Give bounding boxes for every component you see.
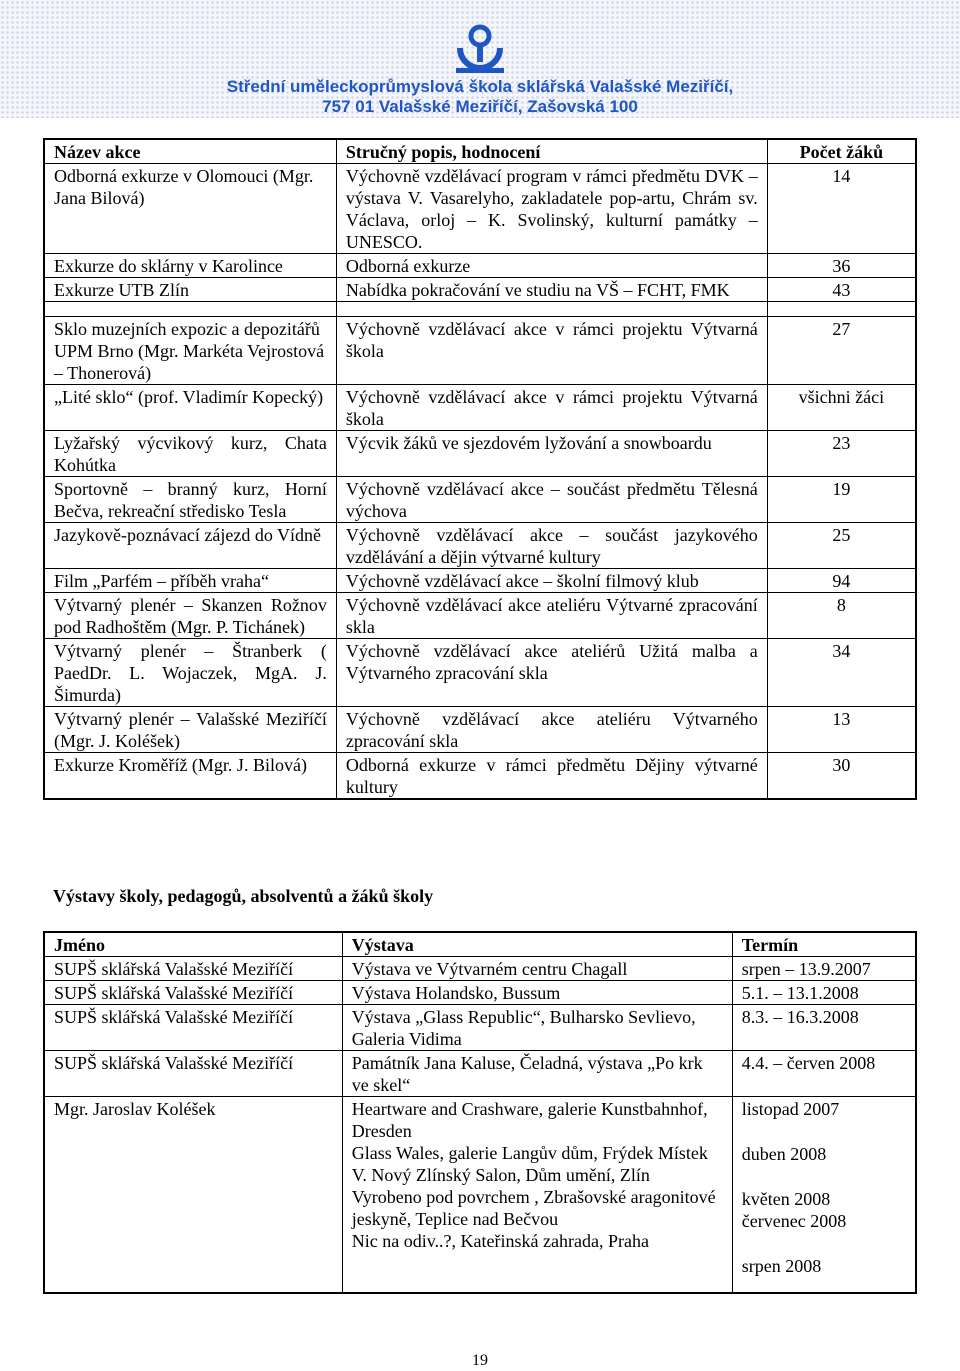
table-row	[44, 981, 916, 1005]
exhibition-term: květen 2008	[741, 1189, 831, 1209]
term-list	[732, 1097, 916, 1293]
exhibitor-name: SUPŠ sklářská Valašské Meziříčí	[44, 1005, 342, 1051]
exhibition-title: Vyrobeno pod povrchem , Zbrašovské aragonitové jeskyně, Teplice nad Bečvou	[351, 1187, 716, 1229]
event-name: Sportovně – branný kurz, Horní Bečva, rekreační středisko Tesla	[44, 477, 336, 523]
column-header: Stručný popis, hodnocení	[336, 139, 767, 164]
exhibition-term: 8.3. – 16.3.2008	[732, 1005, 916, 1051]
exhibition-title: Výstava „Glass Republic“, Bulharsko Sevlievo, Galeria Vidima	[342, 1005, 732, 1051]
event-name: Výtvarný plenér – Štranberk ( PaedDr. L. Wojaczek, MgA. J. Šimurda)	[44, 639, 336, 707]
student-count: 13	[767, 707, 916, 753]
exhibition-term: srpen – 13.9.2007	[732, 957, 916, 981]
table-row	[44, 164, 916, 254]
student-count: 94	[767, 569, 916, 593]
column-header: Počet žáků	[767, 139, 916, 164]
events-table	[43, 138, 917, 800]
exhibition-term: duben 2008	[741, 1144, 827, 1164]
school-address: 757 01 Valašské Meziříčí, Zašovská 100	[322, 97, 638, 116]
event-name: Exkurze UTB Zlín	[44, 278, 336, 302]
table-row	[44, 278, 916, 302]
column-header: Termín	[732, 932, 916, 957]
student-count: 19	[767, 477, 916, 523]
letterhead	[0, 0, 960, 118]
exhibitor-name: SUPŠ sklářská Valašské Meziříčí	[44, 957, 342, 981]
table-row	[44, 707, 916, 753]
table-header-row	[44, 139, 916, 164]
table-row	[44, 523, 916, 569]
event-name: Sklo muzejních expozic a depozitářů UPM Brno (Mgr. Markéta Vejrostová – Thonerová)	[44, 317, 336, 385]
table-row	[44, 317, 916, 385]
event-name: Odborná exkurze v Olomouci (Mgr. Jana Bilová)	[44, 164, 336, 254]
student-count: 23	[767, 431, 916, 477]
event-name: Exkurze do sklárny v Karolince	[44, 254, 336, 278]
table-row	[44, 1005, 916, 1051]
exhibitions-table	[43, 931, 917, 1294]
exhibition-title: V. Nový Zlínský Salon, Dům umění, Zlín	[351, 1165, 650, 1185]
exhibition-title: Památník Jana Kaluse, Čeladná, výstava „Po krk ve skel“	[342, 1051, 732, 1097]
exhibitor-name: SUPŠ sklářská Valašské Meziříčí	[44, 1051, 342, 1097]
event-description: Nabídka pokračování ve studiu na VŠ – FCHT, FMK	[336, 278, 767, 302]
event-name: Výtvarný plenér – Valašské Meziříčí (Mgr. J. Koléšek)	[44, 707, 336, 753]
event-name: Film „Parfém – příběh vraha“	[44, 569, 336, 593]
exhibition-term: 4.4. – červen 2008	[732, 1051, 916, 1097]
event-description: Výchovně vzdělávací akce ateliérů Užitá malba a Výtvarného zpracování skla	[336, 639, 767, 707]
table-header-row	[44, 932, 916, 957]
table-gap-row	[44, 302, 916, 317]
student-count: všichni žáci	[767, 385, 916, 431]
column-header: Jméno	[44, 932, 342, 957]
event-description: Výcvik žáků ve sjezdovém lyžování a snowboardu	[336, 431, 767, 477]
table-row	[44, 1097, 916, 1293]
event-name: „Lité sklo“ (prof. Vladimír Kopecký)	[44, 385, 336, 431]
event-description: Výchovně vzdělávací akce v rámci projektu Výtvarná škola	[336, 317, 767, 385]
table-row	[44, 753, 916, 800]
exhibitor-name: SUPŠ sklářská Valašské Meziříčí	[44, 981, 342, 1005]
exhibition-list	[342, 1097, 732, 1293]
event-description: Výchovně vzdělávací akce – školní filmový klub	[336, 569, 767, 593]
exhibition-title: Výstava ve Výtvarném centru Chagall	[342, 957, 732, 981]
table-row	[44, 593, 916, 639]
event-description: Výchovně vzdělávací program v rámci předmětu DVK – výstava V. Vasarelyho, zakladatele pop-artu, Chrám sv. Václava, orloj – K. Svolinský, kulturní památky –UNESCO.	[336, 164, 767, 254]
exhibition-title: Heartware and Crashware, galerie Kunstbahnhof, Dresden	[351, 1099, 708, 1141]
event-description: Výchovně vzdělávací akce – součást jazykového vzdělávání a dějin výtvarné kultury	[336, 523, 767, 569]
table-row	[44, 254, 916, 278]
exhibition-term: srpen 2008	[741, 1256, 822, 1276]
event-name: Exkurze Kroměříž (Mgr. J. Bilová)	[44, 753, 336, 800]
exhibition-term: 5.1. – 13.1.2008	[732, 981, 916, 1005]
column-header: Název akce	[44, 139, 336, 164]
table-row	[44, 957, 916, 981]
event-description: Odborná exkurze v rámci předmětu Dějiny výtvarné kultury	[336, 753, 767, 800]
event-name: Jazykově-poznávací zájezd do Vídně	[44, 523, 336, 569]
student-count: 43	[767, 278, 916, 302]
section-title: Výstavy školy, pedagogů, absolventů a žáků školy	[53, 886, 434, 906]
event-description: Výchovně vzdělávací akce – součást předmětu Tělesná výchova	[336, 477, 767, 523]
event-name: Lyžařský výcvikový kurz, Chata Kohútka	[44, 431, 336, 477]
event-description: Výchovně vzdělávací akce v rámci projektu Výtvarná škola	[336, 385, 767, 431]
page-number: 19	[472, 1352, 488, 1369]
event-description: Výchovně vzdělávací akce ateliéru Výtvarné zpracování skla	[336, 593, 767, 639]
column-header: Výstava	[342, 932, 732, 957]
table-row	[44, 639, 916, 707]
student-count: 14	[767, 164, 916, 254]
exhibition-title: Nic na odiv..?, Kateřinská zahrada, Praha	[351, 1231, 649, 1251]
student-count: 27	[767, 317, 916, 385]
school-logo-icon	[452, 22, 508, 76]
table-row	[44, 385, 916, 431]
table-row	[44, 569, 916, 593]
table-row	[44, 431, 916, 477]
exhibition-term: listopad 2007	[741, 1099, 840, 1119]
student-count: 30	[767, 753, 916, 800]
exhibitor-name: Mgr. Jaroslav Koléšek	[44, 1097, 342, 1293]
student-count: 25	[767, 523, 916, 569]
exhibition-title: Výstava Holandsko, Bussum	[342, 981, 732, 1005]
exhibition-term: červenec 2008	[741, 1211, 847, 1231]
table-row	[44, 477, 916, 523]
event-name: Výtvarný plenér – Skanzen Rožnov pod Radhoštěm (Mgr. P. Tichánek)	[44, 593, 336, 639]
student-count: 8	[767, 593, 916, 639]
exhibition-title: Glass Wales, galerie Langův dům, Frýdek Místek	[351, 1143, 708, 1163]
event-description: Výchovně vzdělávací akce ateliéru Výtvarného zpracování skla	[336, 707, 767, 753]
school-name: Střední uměleckoprůmyslová škola sklářská Valašské Meziříčí,	[226, 77, 734, 96]
table-row	[44, 1051, 916, 1097]
student-count: 36	[767, 254, 916, 278]
event-description: Odborná exkurze	[336, 254, 767, 278]
student-count: 34	[767, 639, 916, 707]
